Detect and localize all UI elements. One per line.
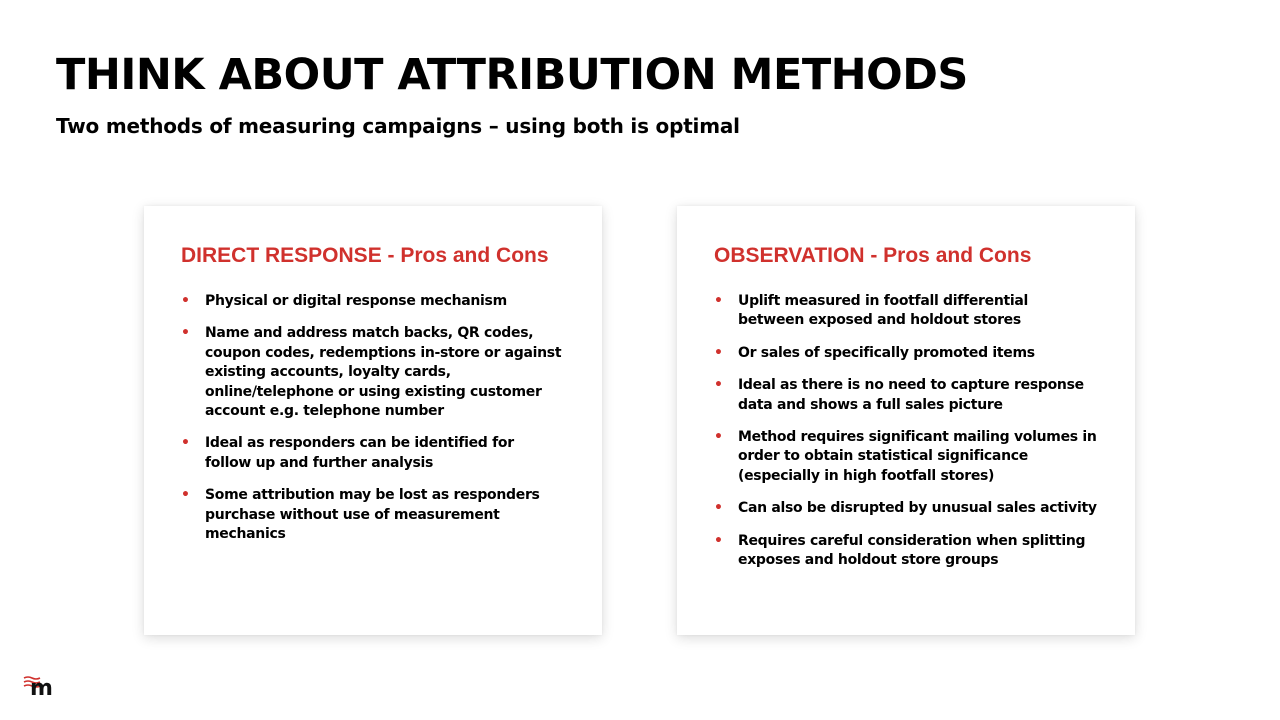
list-item-text: Ideal as there is no need to capture response data and shows a full sales picture [738, 377, 1084, 413]
bullet-icon: • [181, 487, 190, 504]
bullet-icon: • [181, 435, 190, 452]
bullet-icon: • [714, 344, 723, 361]
list-item-text: Name and address match backs, QR codes, coupon codes, redemptions in-store or against existing accounts, loyalty cards, online/telephone or using existing customer account e.g. telephone number [205, 325, 562, 420]
bullet-icon: • [714, 532, 723, 549]
list-item-text: Physical or digital response mechanism [205, 293, 507, 309]
list-item [714, 532, 1097, 571]
list-item [714, 344, 1097, 363]
list-item-text: Or sales of specifically promoted items [738, 344, 1035, 361]
list-item-text: Uplift measured in footfall differential between exposed and holdout stores [738, 293, 1029, 329]
list-item-text: Requires careful consideration when splitting exposes and holdout store groups [738, 532, 1086, 569]
page-subtitle: Two methods of measuring campaigns – using both is optimal [56, 114, 740, 138]
observation-list [714, 292, 1097, 583]
list-item-text: Can also be disrupted by unusual sales activity [738, 500, 1097, 517]
page-title: THINK ABOUT ATTRIBUTION METHODS [56, 50, 968, 100]
observation-heading: OBSERVATION - Pros and Cons [714, 244, 1032, 267]
bullet-icon: • [714, 500, 723, 517]
bullet-icon: • [714, 293, 723, 309]
list-item-text: Some attribution may be lost as responders purchase without use of measurement mechanics [205, 487, 540, 543]
bullet-icon: • [714, 377, 723, 394]
direct-response-card [144, 206, 602, 635]
list-item [181, 324, 564, 421]
list-item [714, 428, 1097, 486]
list-item-text: Ideal as responders can be identified for follow up and further analysis [205, 435, 514, 471]
direct-response-heading: DIRECT RESPONSE - Pros and Cons [181, 244, 549, 267]
list-item [181, 486, 564, 544]
list-item [181, 292, 564, 311]
direct-response-list [181, 292, 564, 557]
bullet-icon: • [714, 429, 723, 446]
m-logo-icon [23, 674, 59, 698]
observation-card [677, 206, 1135, 635]
bullet-icon: • [181, 325, 190, 342]
list-item [714, 292, 1097, 331]
list-item [181, 434, 564, 473]
bullet-icon: • [181, 293, 190, 309]
list-item-text: Method requires significant mailing volumes in order to obtain statistical significance (especially in high footfall stores) [738, 429, 1097, 484]
list-item [714, 499, 1097, 518]
logo-letter: m [30, 676, 53, 698]
list-item [714, 376, 1097, 415]
